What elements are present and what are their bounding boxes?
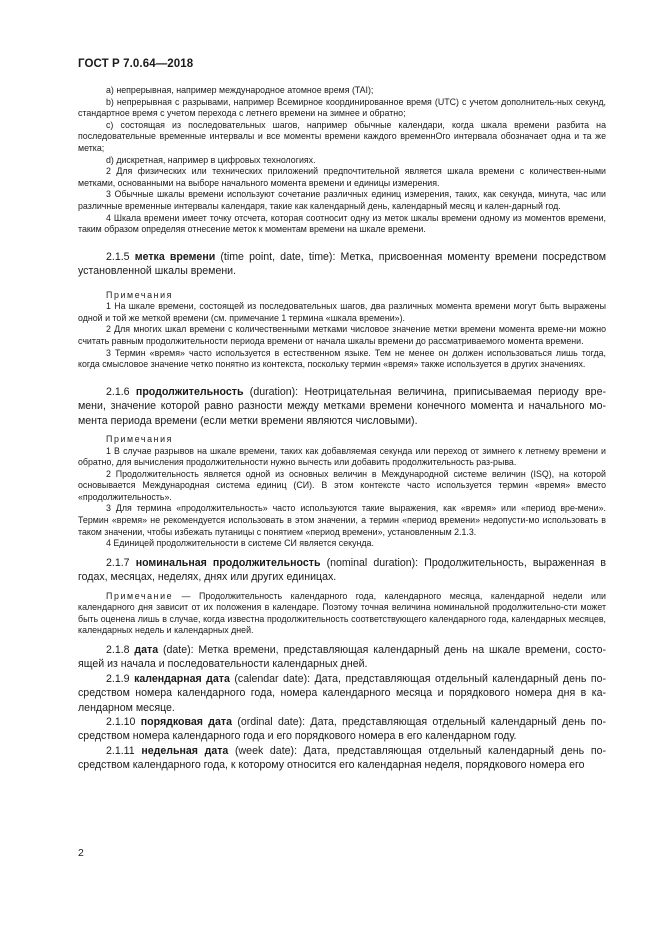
term-definition: (date): Метка времени, представляющая календарный день на шкале времени, состо-ящей из начала и последовательности календарных дней.: [78, 644, 606, 671]
list-item-c: c) состоящая из последовательных шагов, например обычные календари, когда шкала времени разбита на последовательные временные интервалы и все моменты времени каждого временнОго интервала обозначает одна и та же метка;: [78, 119, 606, 153]
note-4: 4 Единицей продолжительности в системе СИ является секунда.: [106, 538, 374, 549]
note-3: 3 Термин «время» часто используется в естественном языке. Тем не менее он должен использоваться лишь тогда, когда смысловое значение четко понятно из контекста, поскольку термин «время» также используется в других значениях.: [78, 347, 606, 370]
note-2: 2 Для физических или технических приложений предпочтительной является шкала времени с количествен-ными метками, основанными на выборе начального момента времени и единицы измерения.: [78, 166, 606, 188]
note-text: — Продолжительность календарного года, календарного месяца, календарной недели или календарного дня зависит от их положения в календаре. Поэтому точная величина номинальной продолжительно-сти может быть оценена лишь в случае, когда известна продолжительность соответствующего календарного года, календарных месяцев, календарных недель и календарных дней.: [78, 590, 606, 636]
page-number: 2: [78, 847, 84, 859]
note-1: 1 На шкале времени, состоящей из последовательных шагов, два различных момента времени могут быть выражены одной и той же меткой времени (см. примечание 1 термина «шкала времени»).: [78, 301, 606, 323]
term-name: порядковая дата: [140, 716, 232, 729]
term-2-1-7: [78, 556, 606, 585]
term-name: дата: [134, 644, 159, 657]
term-name: недельная дата: [141, 744, 229, 757]
term-name: календарная дата: [134, 672, 230, 685]
term-2-1-6: [78, 385, 606, 428]
term-number: 2.1.7: [106, 556, 136, 569]
term-number: 2.1.8: [106, 644, 135, 657]
term-2-1-9: [78, 672, 606, 715]
term-definition: (nominal duration): Продолжительность, выраженная в годах, месяцах, неделях, днях или других единицах.: [78, 556, 606, 584]
term-definition: (time point, date, time): Метка, присвоенная моменту времени посредством установленной шкалы времени.: [78, 250, 607, 278]
note-2: 2 Для многих шкал времени с количественными метками числовое значение метки времени момента време-ни можно считать равным продолжительности периода времени от начала шкалы времени до рассматриваемого момента времени.: [78, 324, 606, 346]
term-definition: (calendar date): Дата, представляющая отдельный календарный день по-средством номера календарного года, номера календарного месяца и порядкового номера дня в ка-лендарном месяце.: [78, 672, 607, 714]
term-number: 2.1.9: [106, 672, 135, 685]
term-number: 2.1.6: [106, 385, 136, 398]
note-single: [78, 591, 606, 637]
list-item-d: d) дискретная, например в цифровых технологиях.: [106, 154, 316, 165]
notes-label: Примечания: [106, 289, 174, 300]
term-2-1-10: [78, 715, 606, 744]
list-item-b: b) непрерывная с разрывами, например Всемирное координированное время (UTC) с учетом дополнитель-ных секунд, стандартное время с учетом перехода с летнего времени на зимнее и обратно;: [78, 96, 606, 119]
document-header: ГОСТ Р 7.0.64—2018: [78, 58, 194, 70]
note-3: 3 Обычные шкалы времени используют сочетание различных единиц измерения, таких, как секунда, минута, час или различные временные интервалы календаря, такие как календарный день, календарный месяц и кален-дарный год.: [78, 189, 606, 211]
term-2-1-5: [78, 250, 606, 279]
note-2: 2 Продолжительность является одной из основных величин в Международной системе величин (ISQ), на которой основывается Международная система единиц (СИ). В этом контексте часто используется термин «время» вместо «продолжительность».: [78, 468, 606, 502]
note-3: 3 Для термина «продолжительность» часто используются такие выражения, как «время» или «период вре-мени». Термин «время» не рекомендуется использовать в этом значении, а термин «период времени» недопусти-мо использовать в таком значении, чтобы избежать путаницы с понятием «период времени», установленным 2.1.3.: [78, 503, 606, 537]
term-2-1-11: [78, 744, 606, 773]
note-1: 1 В случае разрывов на шкале времени, таких как добавляемая секунда или переход от зимнего к летнему времени и обратно, для вычисления продолжительности нужно вычесть или добавить продолжительность раз-рыва.: [78, 445, 606, 468]
note-label: Примечание: [106, 590, 174, 601]
term-definition: (duration): Неотрицательная величина, приписываемая периоду вре-мени, значение которой равно разности между метками времени конечного момента и начального мо-мента периода времени (если метки времени являются числовыми).: [78, 385, 606, 427]
term-name: номинальная продолжительность: [135, 556, 321, 569]
term-number: 2.1.10: [106, 716, 141, 729]
term-definition: (ordinal date): Дата, представляющая отдельный календарный день по-средством номера календарного года и его порядкового номера в его календарном году.: [78, 716, 606, 743]
list-item-a: a) непрерывная, например международное атомное время (TAI);: [106, 85, 374, 95]
term-definition: (week date): Дата, представляющая отдельный календарный день по-средством календарного года, к которому относится его календарная неделя, порядкового номера его: [78, 744, 606, 772]
document-body: [78, 85, 606, 773]
term-number: 2.1.5: [106, 250, 135, 263]
term-name: метка времени: [134, 250, 216, 263]
note-4: 4 Шкала времени имеет точку отсчета, которая соотносит одну из меток шкалы времени одному из моментов времени, таким образом определяя отнесение меток к моментам времени на шкале времени.: [78, 212, 606, 235]
notes-label: Примечания: [106, 433, 174, 444]
term-2-1-8: [78, 643, 606, 672]
term-name: продолжительность: [135, 385, 244, 398]
term-number: 2.1.11: [106, 744, 142, 757]
